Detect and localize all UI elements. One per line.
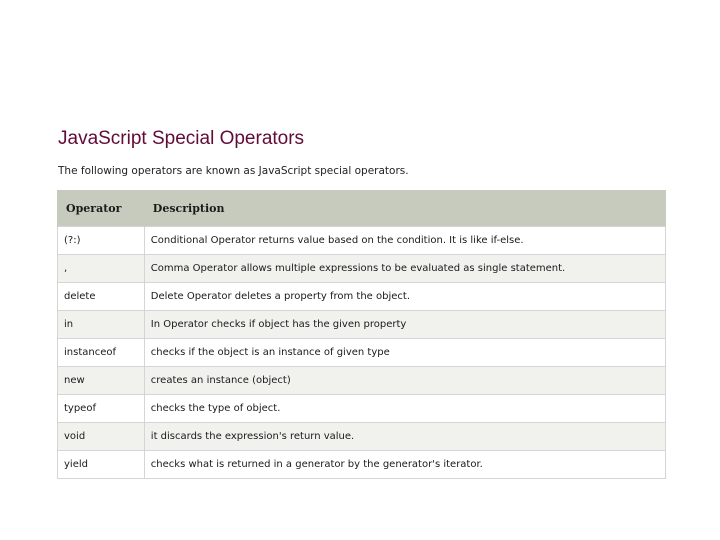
operator-cell: new bbox=[58, 367, 145, 395]
operator-cell: void bbox=[58, 423, 145, 451]
table-row bbox=[58, 227, 666, 255]
operator-cell: , bbox=[58, 255, 145, 283]
description-cell: checks if the object is an instance of given type bbox=[144, 339, 665, 367]
table-header-row bbox=[58, 190, 666, 227]
operator-cell: delete bbox=[58, 283, 145, 311]
operator-cell: yield bbox=[58, 451, 145, 479]
operators-table bbox=[57, 190, 666, 479]
description-cell: In Operator checks if object has the given property bbox=[144, 311, 665, 339]
intro-text: The following operators are known as JavaScript special operators. bbox=[58, 165, 409, 177]
description-cell: Delete Operator deletes a property from the object. bbox=[144, 283, 665, 311]
header-operator: Operator bbox=[58, 190, 145, 227]
operator-cell: typeof bbox=[58, 395, 145, 423]
table-row bbox=[58, 451, 666, 479]
table-row bbox=[58, 395, 666, 423]
table-row bbox=[58, 367, 666, 395]
description-cell: checks the type of object. bbox=[144, 395, 665, 423]
description-cell: creates an instance (object) bbox=[144, 367, 665, 395]
operator-cell: in bbox=[58, 311, 145, 339]
operator-cell: instanceof bbox=[58, 339, 145, 367]
table-row bbox=[58, 283, 666, 311]
table-row bbox=[58, 255, 666, 283]
header-description: Description bbox=[144, 190, 665, 227]
table-row bbox=[58, 423, 666, 451]
page-title: JavaScript Special Operators bbox=[58, 128, 305, 149]
table-row bbox=[58, 311, 666, 339]
description-cell: Comma Operator allows multiple expressions to be evaluated as single statement. bbox=[144, 255, 665, 283]
description-cell: it discards the expression's return value. bbox=[144, 423, 665, 451]
description-cell: checks what is returned in a generator by the generator's iterator. bbox=[144, 451, 665, 479]
operator-cell: (?:) bbox=[58, 227, 145, 255]
table-row bbox=[58, 339, 666, 367]
description-cell: Conditional Operator returns value based on the condition. It is like if-else. bbox=[144, 227, 665, 255]
